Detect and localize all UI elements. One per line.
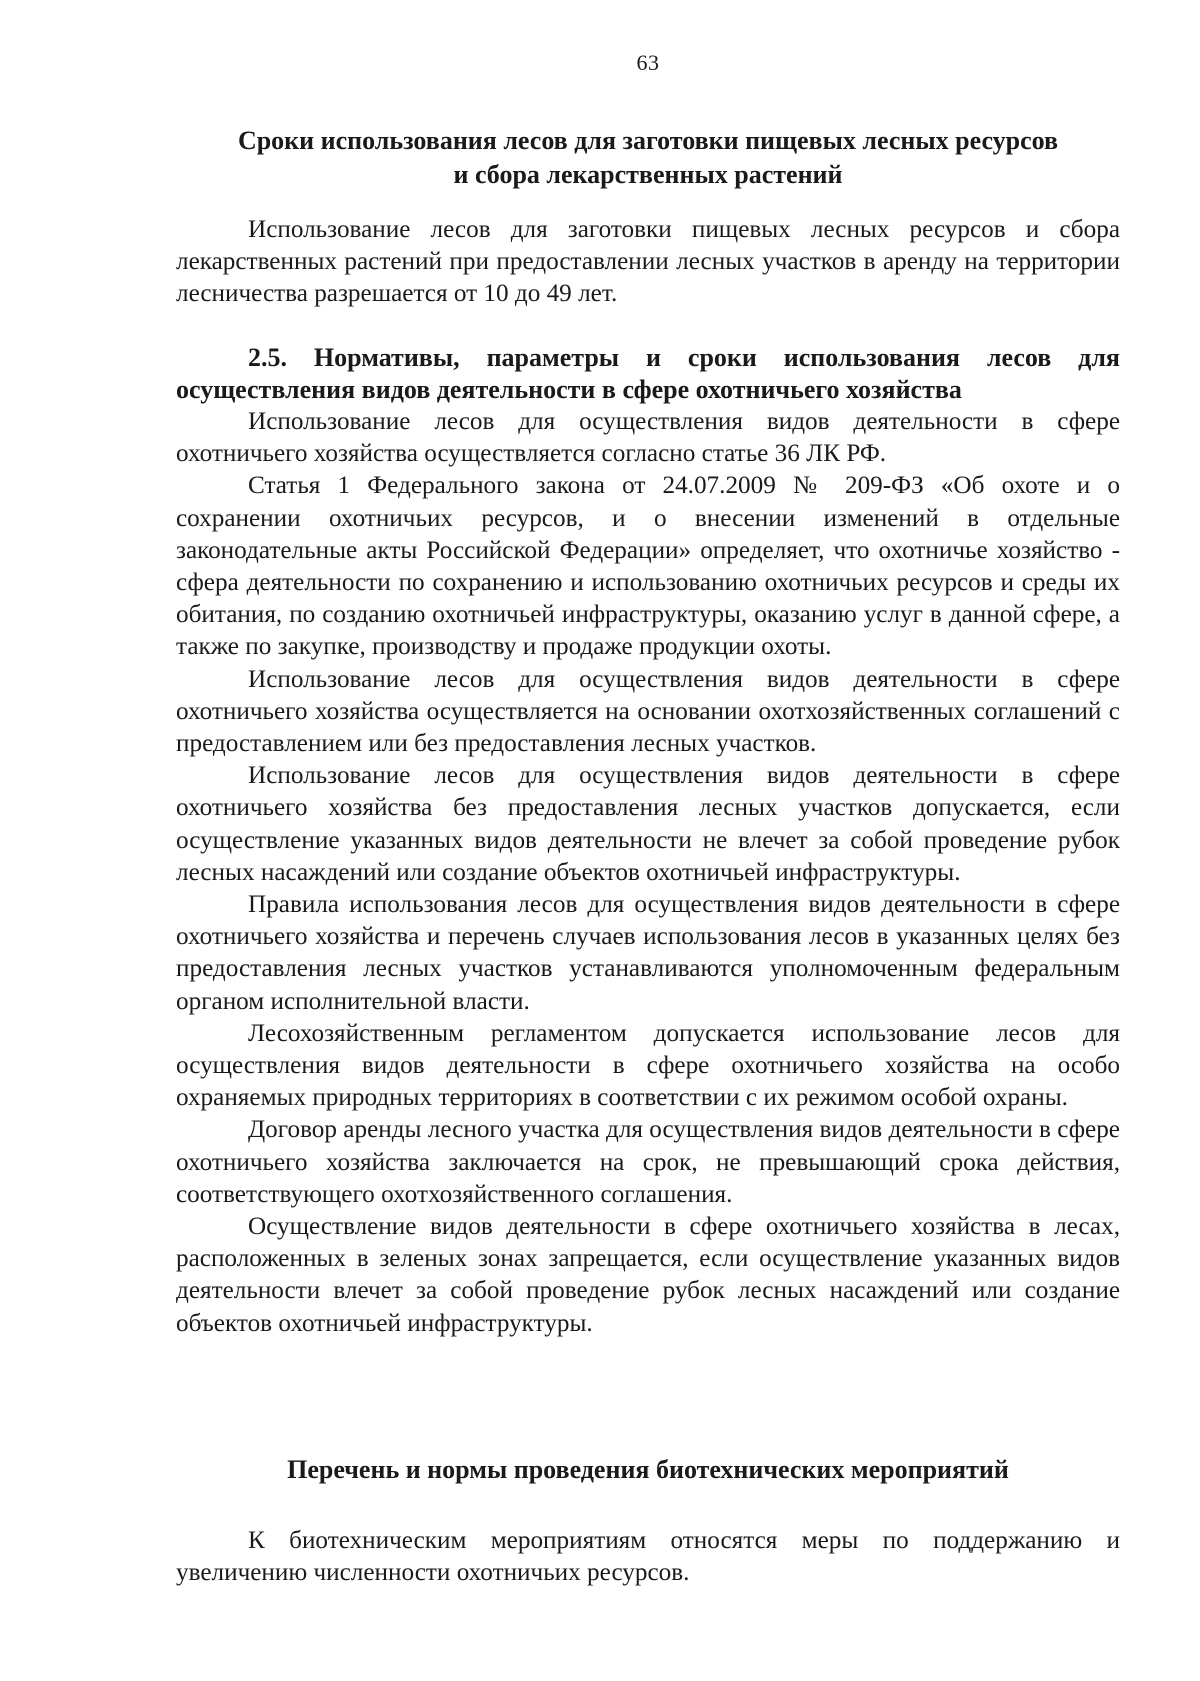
paragraph: Использование лесов для осуществления видов деятельности в сфере охотничьего хозяйства без предоставления лесных участков допускается, если осуществление указанных видов деятельности не влечет за собой проведение рубок лесных насаждений или создание объектов охотничьей инфраструктуры. (176, 762, 1120, 886)
heading-line: и сбора лекарственных растений (453, 160, 843, 189)
page-number: 63 (636, 50, 660, 75)
section-body-harvesting-terms (176, 214, 1120, 311)
section-hunting (176, 342, 1120, 1340)
paragraph: К биотехническим мероприятиям относятся меры по поддержанию и увеличению численности охотничьих ресурсов. (176, 1527, 1120, 1587)
paragraph: Статья 1 Федерального закона от 24.07.2009 № 209-ФЗ «Об охоте и о сохранении охотничьих ресурсов, и о внесении изменений в отдельные законодательные акты Российской Федерации» определяет, что охотничье хозяйство - сфера деятельности по сохранению и использованию охотничьих ресурсов и среды их обитания, по созданию охотничьей инфраструктуры, оказанию услуг в данной сфере, а также по закупке, производству и продаже продукции охоты. (176, 472, 1120, 661)
section-body-biotechnical (176, 1525, 1120, 1589)
paragraph: Использование лесов для осуществления видов деятельности в сфере охотничьего хозяйства осуществляется согласно статье 36 ЛК РФ. (176, 408, 1120, 468)
section-heading-harvesting-terms (176, 124, 1120, 192)
heading-line: Сроки использования лесов для заготовки пищевых лесных ресурсов (237, 126, 1059, 155)
section-heading-hunting: 2.5. Нормативы, параметры и сроки использования лесов для осуществления видов деятельности в сфере охотничьего хозяйства (176, 343, 1120, 404)
paragraph: Договор аренды лесного участка для осуществления видов деятельности в сфере охотничьего хозяйства заключается на срок, не превышающий срока действия, соответствующего охотхозяйственного соглашения. (176, 1116, 1120, 1208)
paragraph: Правила использования лесов для осуществления видов деятельности в сфере охотничьего хозяйства и перечень случаев использования лесов в указанных целях без предоставления лесных участков устанавливаются уполномоченным федеральным органом исполнительной власти. (176, 891, 1120, 1015)
paragraph: Осуществление видов деятельности в сфере охотничьего хозяйства в лесах, расположенных в зеленых зонах запрещается, если осуществление указанных видов деятельности влечет за собой проведение рубок лесных насаждений или создание объектов охотничьей инфраструктуры. (176, 1213, 1120, 1337)
paragraph: Использование лесов для заготовки пищевых лесных ресурсов и сбора лекарственных растений при предоставлении лесных участков в аренду на территории лесничества разрешается от 10 до 49 лет. (176, 216, 1120, 308)
document-page (176, 0, 1120, 1681)
section-heading-biotechnical: Перечень и нормы проведения биотехнических мероприятий (287, 1455, 1009, 1484)
paragraph: Использование лесов для осуществления видов деятельности в сфере охотничьего хозяйства осуществляется на основании охотхозяйственных соглашений с предоставлением или без предоставления лесных участков. (176, 665, 1120, 758)
paragraph: Лесохозяйственным регламентом допускается использование лесов для осуществления видов деятельности в сфере охотничьего хозяйства на особо охраняемых природных территориях в соответствии с их режимом особой охраны. (176, 1019, 1120, 1112)
